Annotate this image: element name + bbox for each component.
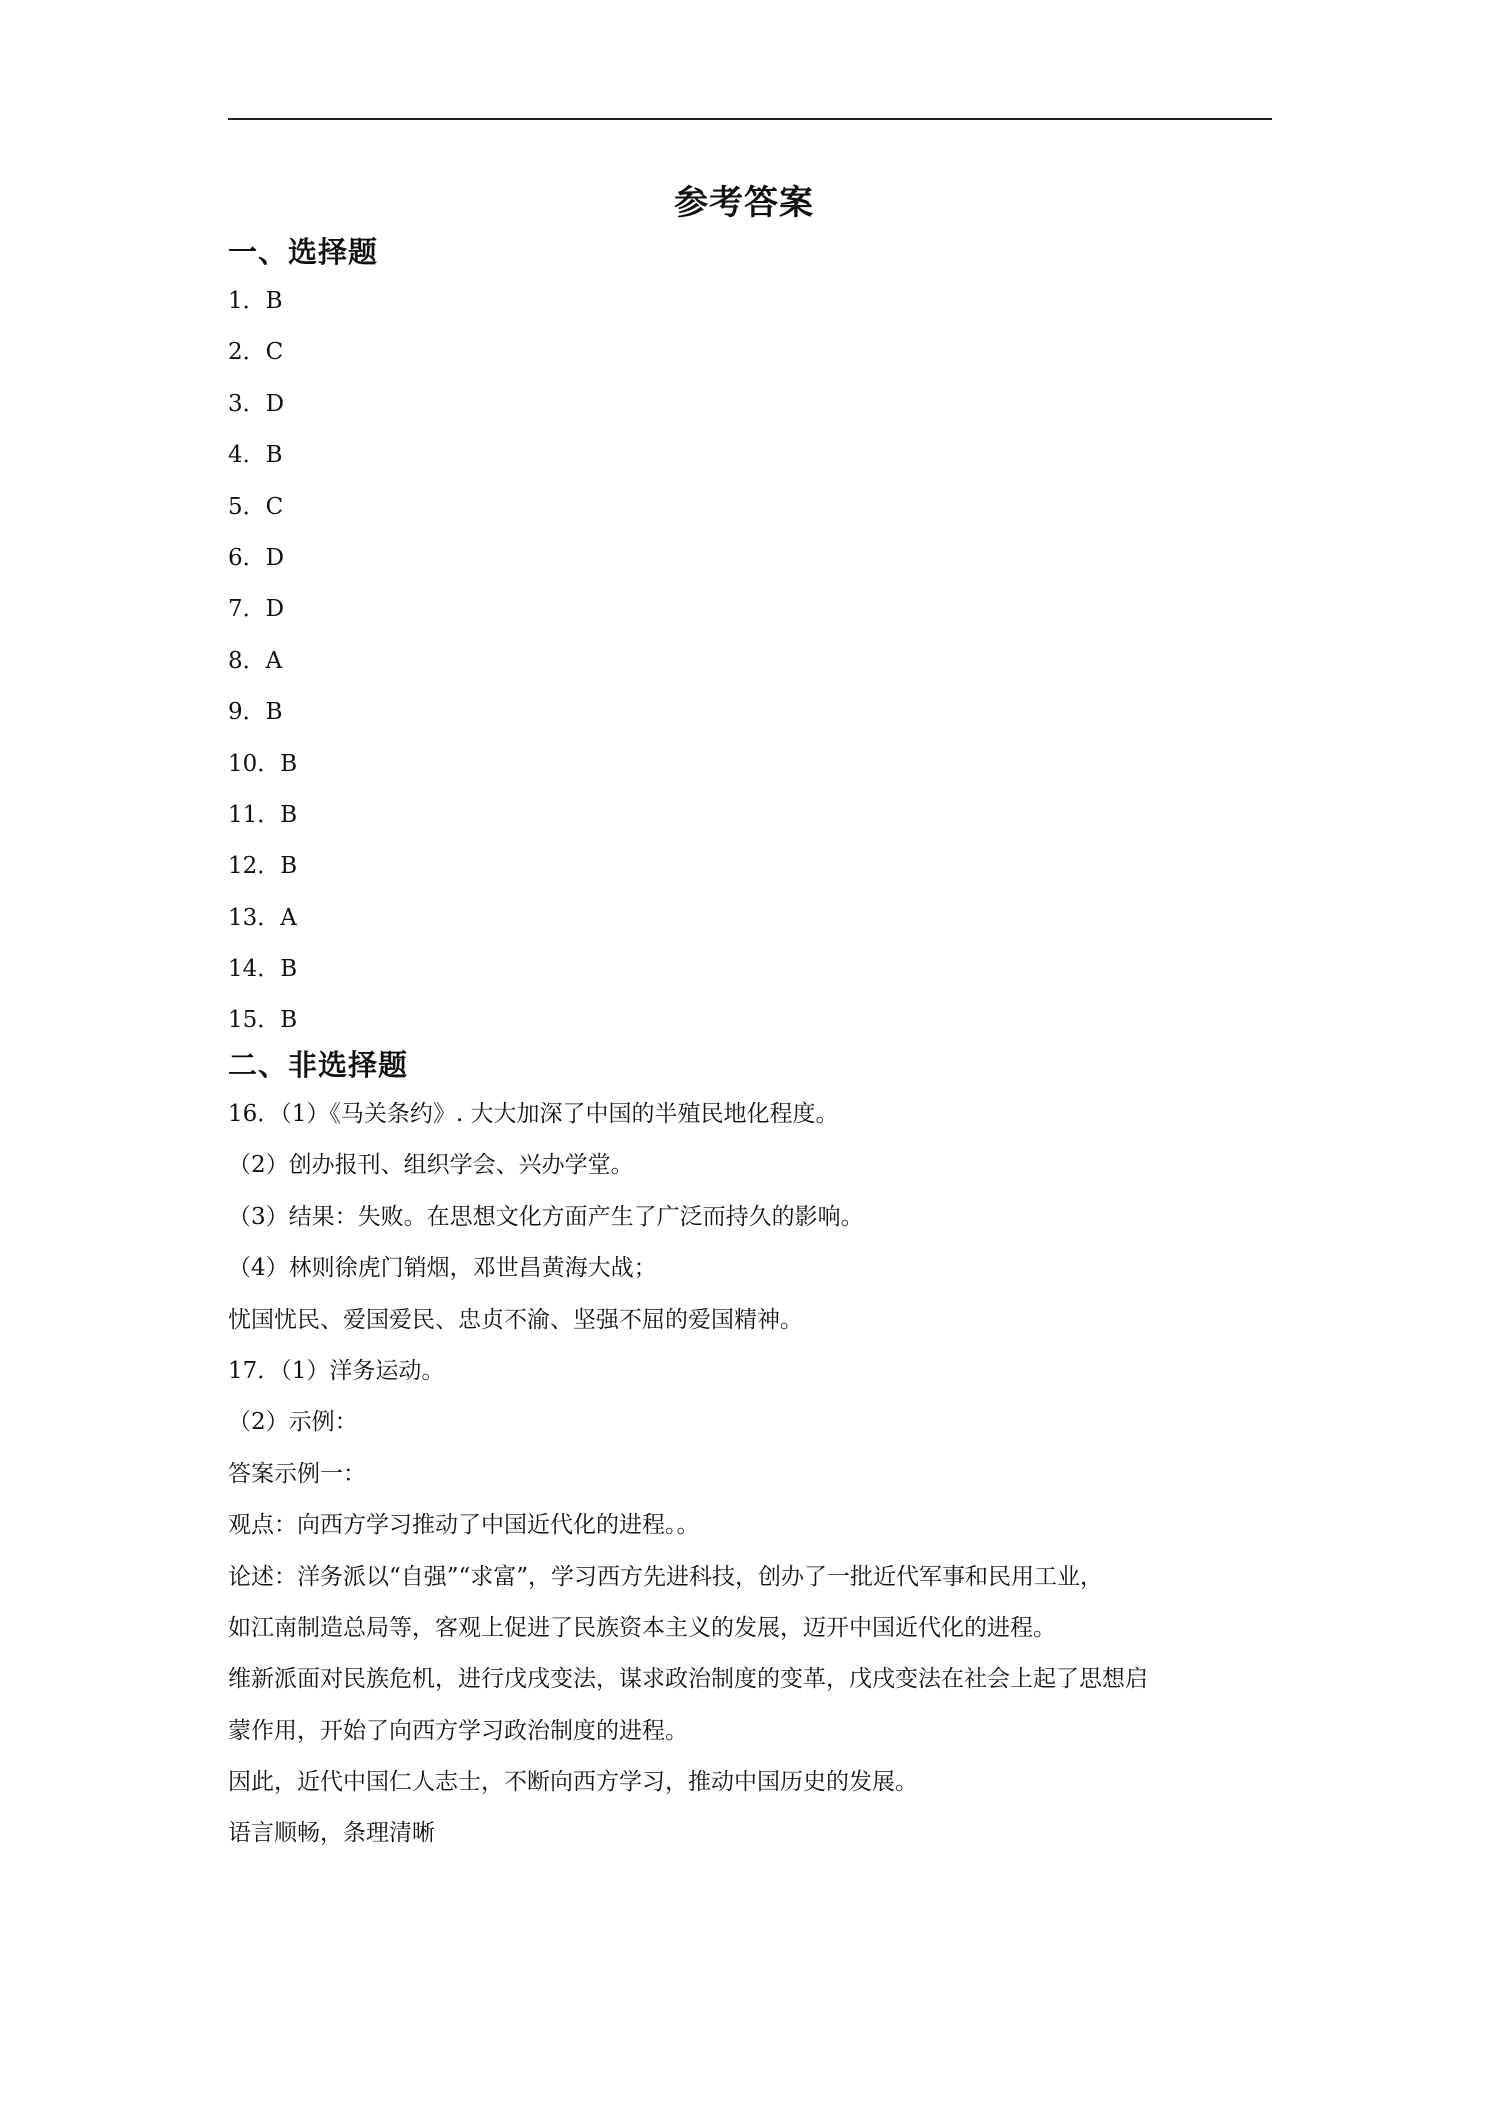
answer-line: 11．B: [228, 801, 298, 828]
section-heading: 一、选择题: [228, 235, 379, 269]
answer-line: 16．（1）《马关条约》. 大大加深了中国的半殖民地化程度。: [228, 1101, 839, 1127]
answer-line: （2）创办报刊、组织学会、兴办学堂。: [228, 1152, 634, 1179]
answer-line: 12．B: [228, 853, 298, 880]
answer-line: 17．（1）洋务运动。: [228, 1357, 445, 1384]
answer-line: 9．B: [228, 699, 283, 726]
answer-line: （3）结果：失败。在思想文化方面产生了广泛而持久的影响。: [228, 1203, 864, 1230]
answer-line: 14．B: [228, 956, 298, 983]
answer-line: （2）示例：: [228, 1409, 358, 1436]
answer-line: 论述：洋务派以“自强”“求富”，学习西方先进科技，创办了一批近代军事和民用工业，: [228, 1563, 1104, 1590]
answer-line: 语言顺畅，条理清晰: [228, 1820, 435, 1847]
answer-line: 7．D: [228, 596, 285, 623]
multiple-choice-section: [228, 232, 1272, 1047]
answer-line: （4）林则徐虎门销烟，邓世昌黄海大战；: [228, 1255, 657, 1282]
answer-line: 因此，近代中国仁人志士，不断向西方学习，推动中国历史的发展。: [228, 1769, 918, 1796]
answer-line: 观点：向西方学习推动了中国近代化的进程。。: [228, 1512, 700, 1539]
answer-line: 10．B: [228, 750, 298, 777]
answer-line: 维新派面对民族危机，进行戊戌变法，谋求政治制度的变革，戊戌变法在社会上起了思想启: [228, 1666, 1148, 1693]
answer-line: 4．B: [228, 442, 283, 469]
answer-line: 15．B: [228, 1007, 298, 1034]
answer-line: 答案示例一：: [228, 1460, 366, 1487]
answer-line: 如江南制造总局等，客观上促进了民族资本主义的发展，迈开中国近代化的进程。: [228, 1614, 1056, 1641]
non-choice-section: [228, 1045, 1272, 1860]
answer-line: 5．C: [228, 493, 284, 520]
answer-line: 2．C: [228, 339, 284, 366]
answer-line: 13．A: [228, 904, 297, 931]
answer-line: 3．D: [228, 390, 285, 417]
section-heading: 二、非选择题: [228, 1048, 409, 1082]
header-rule: [228, 118, 1272, 120]
answer-line: 忧国忧民、爱国爱民、忠贞不渝、坚强不屈的爱国精神。: [228, 1306, 803, 1333]
answer-line: 8．A: [228, 647, 283, 674]
answer-line: 6．D: [228, 544, 285, 571]
answer-line: 蒙作用，开始了向西方学习政治制度的进程。: [228, 1717, 688, 1744]
answer-line: 1．B: [228, 288, 283, 314]
page-title: 参考答案: [674, 183, 814, 223]
